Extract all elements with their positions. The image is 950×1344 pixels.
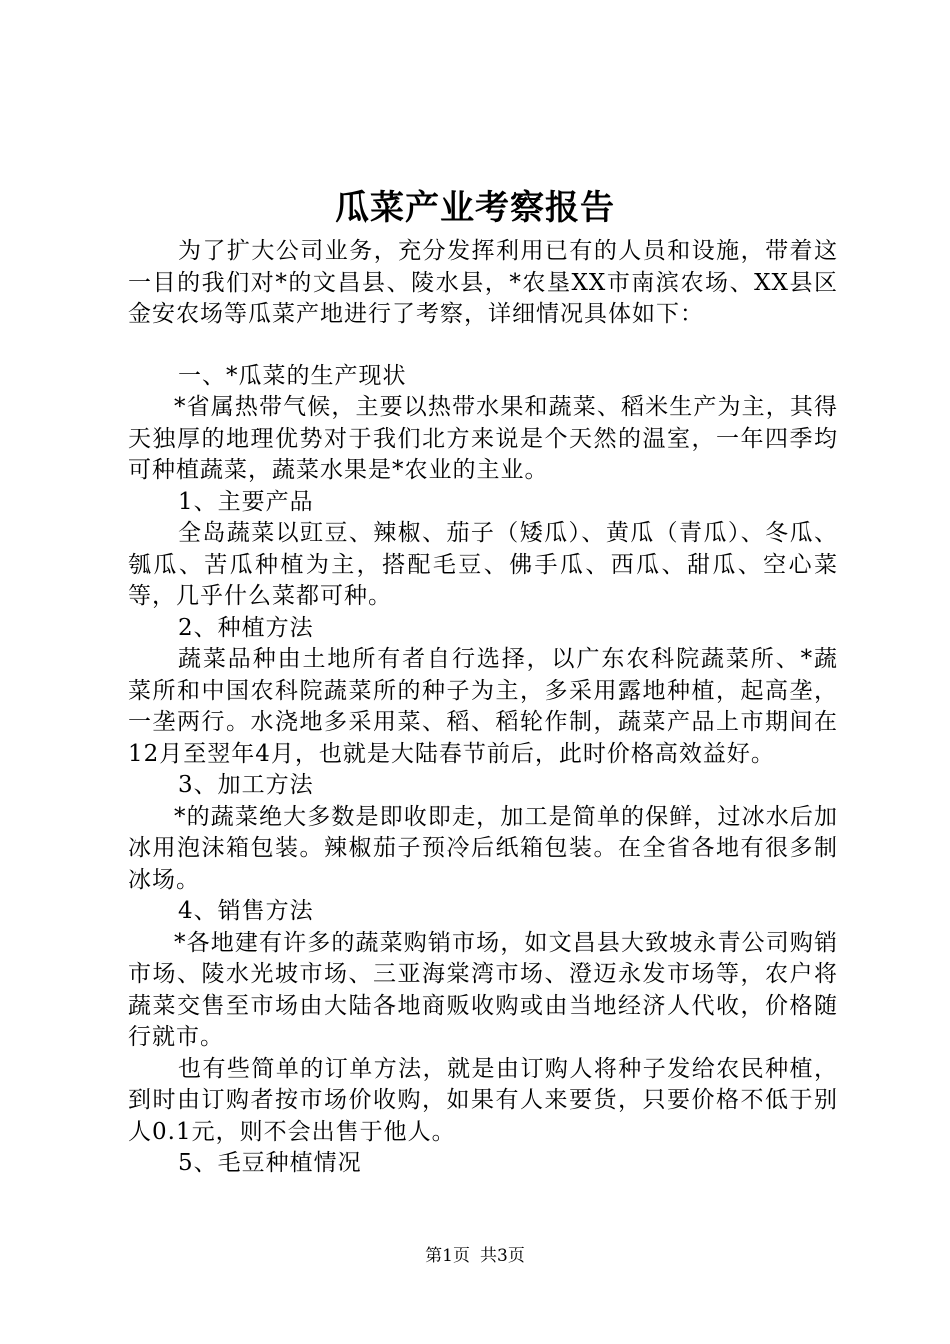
subsection-heading-1: 1、主要产品: [178, 488, 314, 515]
document-body: [128, 236, 838, 1180]
body-paragraph: *省属热带气候，主要以热带水果和蔬菜、稻米生产为主，其得天独厚的地理优势对于我们北方来说是个天然的温室，一年四季均可种植蔬菜，蔬菜水果是*农业的主业。: [128, 394, 838, 483]
body-paragraph: 也有些简单的订单方法，就是由订购人将种子发给农民种植，到时由订购者按市场价收购，如果有人来要货，只要价格不低于别人0.1元，则不会出售于他人。: [128, 1055, 838, 1145]
subsection-heading-4: 4、销售方法: [178, 898, 314, 924]
subsection-heading-2: 2、种植方法: [178, 614, 314, 641]
body-paragraph: 全岛蔬菜以豇豆、辣椒、茄子（矮瓜）、黄瓜（青瓜）、冬瓜、瓠瓜、苦瓜种植为主，搭配毛豆、佛手瓜、西瓜、甜瓜、空心菜等，几乎什么菜都可种。: [128, 520, 838, 609]
body-paragraph: *的蔬菜绝大多数是即收即走，加工是简单的保鲜，过冰水后加冰用泡沫箱包装。辣椒茄子预冷后纸箱包装。在全省各地有很多制冰场。: [128, 803, 838, 893]
body-paragraph: 蔬菜品种由土地所有者自行选择，以广东农科院蔬菜所、*蔬菜所和中国农科院蔬菜所的种子为主，多采用露地种植，起高垄，一垄两行。水浇地多采用菜、稻、稻轮作制，蔬菜产品上市期间在12月至翌年4月，也就是大陆春节前后，此时价格高效益好。: [128, 646, 838, 767]
intro-paragraph: 为了扩大公司业务，充分发挥利用已有的人员和设施，带着这一目的我们对*的文昌县、陵水县，*农垦XX市南滨农场、XX县区金安农场等瓜菜产地进行了考察，详细情况具体如下：: [128, 238, 838, 327]
page-number: 第1页: [425, 1246, 470, 1266]
paragraph-gap: [128, 331, 838, 361]
section-heading-1: 一、*瓜菜的生产现状: [178, 362, 407, 389]
subsection-heading-3: 3、加工方法: [178, 772, 314, 798]
page-total: 共3页: [480, 1246, 525, 1266]
subsection-heading-5: 5、毛豆种植情况: [178, 1150, 362, 1176]
document-title: 瓜菜产业考察报告: [335, 188, 615, 228]
body-paragraph: *各地建有许多的蔬菜购销市场，如文昌县大致坡永青公司购销市场、陵水光坡市场、三亚海棠湾市场、澄迈永发市场等，农户将蔬菜交售至市场由大陆各地商贩收购或由当地经济人代收，价格随行就市。: [128, 929, 838, 1050]
page-footer: [0, 1244, 950, 1268]
